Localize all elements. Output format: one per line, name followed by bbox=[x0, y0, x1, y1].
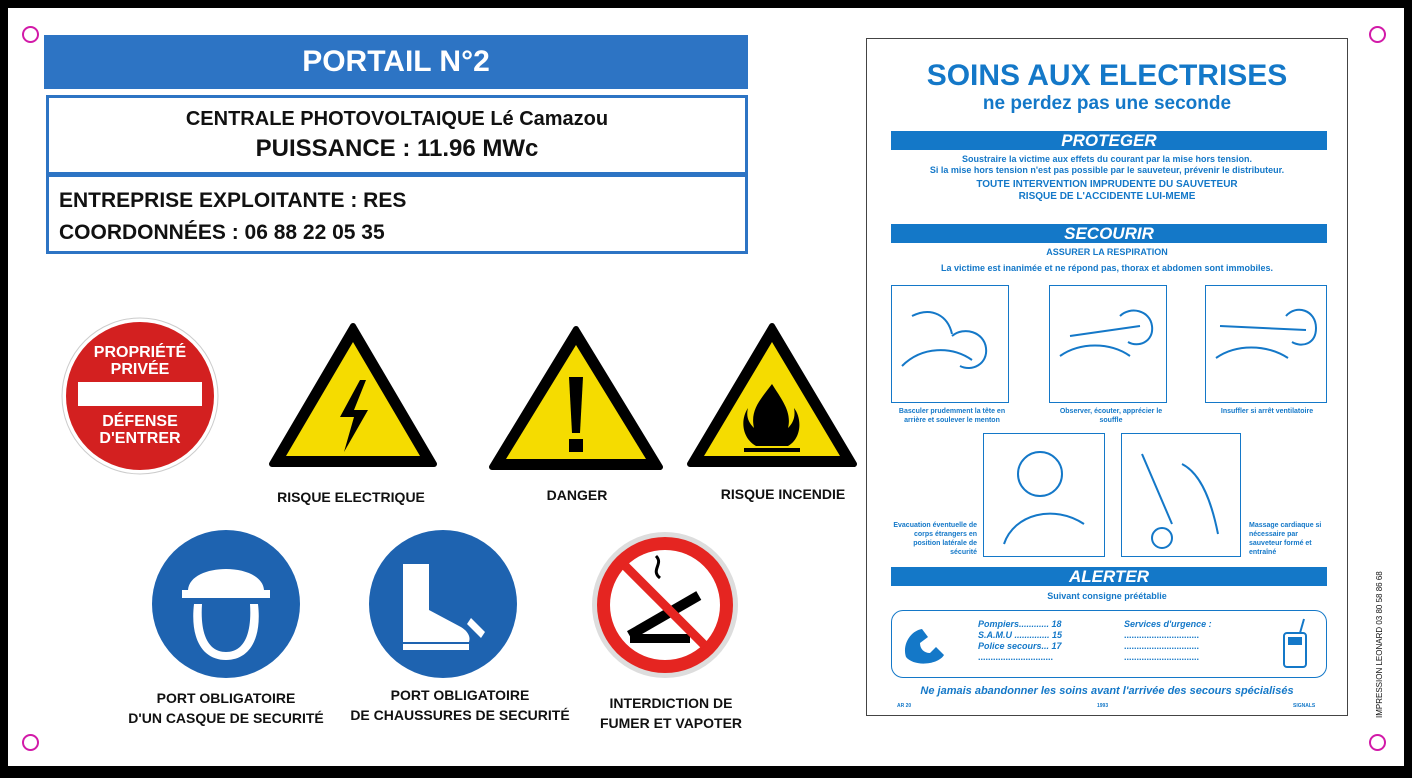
operator-box: ENTREPRISE EXPLOITANTE : RES COORDONNÉES : 06 88 22 05 35 bbox=[46, 174, 748, 254]
alert-bar: ALERTER bbox=[891, 567, 1327, 586]
poster-title: SOINS AUX ELECTRISES bbox=[926, 59, 1288, 92]
protect-text-2: Si la mise hors tension n'est pas possible par le sauveteur, prévenir le distributeur. bbox=[929, 165, 1285, 175]
grommet-top-right bbox=[1369, 26, 1386, 43]
poster-code-3: SIGNALS bbox=[1293, 703, 1316, 709]
helmet-mandatory-icon bbox=[150, 528, 302, 680]
site-name: CENTRALE PHOTOVOLTAIQUE Lé Camazou bbox=[185, 108, 609, 130]
private-top2: PRIVÉE bbox=[110, 361, 170, 378]
samu-number: S.A.M.U .............. 15 bbox=[978, 630, 1063, 640]
alert-text: Suivant consigne préétablie bbox=[1047, 591, 1167, 601]
shoes-label-line2: DE CHAUSSURES DE SECURITÉ bbox=[350, 707, 570, 723]
grommet-bottom-right bbox=[1369, 734, 1386, 751]
helmet-label-line2: D'UN CASQUE DE SECURITÉ bbox=[128, 710, 324, 726]
danger-label: DANGER bbox=[546, 487, 608, 503]
private-top: PROPRIÉTÉ bbox=[93, 344, 187, 361]
site-power: PUISSANCE : 11.96 MWc bbox=[255, 135, 539, 162]
protect-text-1: Soustraire la victime aux effets du courant par la mise hors tension. bbox=[961, 154, 1253, 164]
phone-icon bbox=[898, 623, 948, 667]
caption-recovery: Evacuation éventuelle de corps étrangers en position latérale de sécurité bbox=[893, 522, 977, 556]
company-label: ENTREPRISE EXPLOITANTE bbox=[59, 189, 345, 212]
poster-footer: Ne jamais abandonner les soins avant l'arrivée des secours spécialisés bbox=[920, 685, 1294, 697]
helmet-label-line1: PORT OBLIGATOIRE bbox=[156, 690, 296, 706]
smoking-label-line1: INTERDICTION DE bbox=[609, 695, 733, 711]
portal-title: PORTAIL N°2 bbox=[44, 35, 748, 89]
rescue-text-1: ASSURER LA RESPIRATION bbox=[1046, 247, 1168, 257]
radio-icon bbox=[1280, 617, 1310, 671]
rescue-text-2: La victime est inanimée et ne répond pas, thorax et abdomen sont immobiles. bbox=[940, 263, 1274, 273]
caption-insufflate: Insuffler si arrêt ventilatoire bbox=[1220, 408, 1314, 415]
protect-text-4: RISQUE DE L'ACCIDENTE LUI-MEME bbox=[1018, 191, 1196, 202]
electric-risk-label: RISQUE ELECTRIQUE bbox=[277, 489, 425, 505]
grommet-top-left bbox=[22, 26, 39, 43]
no-entry-sign bbox=[60, 316, 220, 476]
caption-head-tilt: Basculer prudemment la tête en arrière et soulever le menton bbox=[898, 408, 1006, 424]
no-smoking-icon bbox=[590, 530, 740, 680]
illustration-observe bbox=[1049, 285, 1167, 403]
illustration-cardiac-massage bbox=[1121, 433, 1241, 557]
illustration-insufflate bbox=[1205, 285, 1327, 403]
shoes-label-line1: PORT OBLIGATOIRE bbox=[390, 687, 530, 703]
illustration-recovery bbox=[983, 433, 1105, 557]
smoking-label-line2: FUMER ET VAPOTER bbox=[599, 715, 743, 731]
protect-text-3: TOUTE INTERVENTION IMPRUDENTE DU SAUVETEUR bbox=[976, 179, 1238, 190]
electric-warning-icon bbox=[268, 322, 438, 468]
illustration-head-tilt bbox=[891, 285, 1009, 403]
printer-credit: IMPRESSION LEONARD 03 80 58 86 68 bbox=[1375, 571, 1384, 718]
urgence-line-3: .............................. bbox=[1124, 652, 1200, 662]
fire-warning-icon bbox=[686, 322, 858, 468]
first-aid-poster bbox=[866, 38, 1348, 716]
protect-bar: PROTEGER bbox=[891, 131, 1327, 150]
urgence-line-1: .............................. bbox=[1124, 630, 1200, 640]
private-bottom: DÉFENSE bbox=[102, 413, 178, 430]
poster-code-2: 1993 bbox=[1097, 703, 1109, 709]
contact-value: 06 88 22 05 35 bbox=[244, 221, 385, 244]
grommet-bottom-left bbox=[22, 734, 39, 751]
urgence-line-2: .............................. bbox=[1124, 641, 1200, 651]
helmet-label bbox=[110, 688, 342, 728]
danger-warning-icon bbox=[488, 325, 664, 471]
blank-line: .............................. bbox=[978, 652, 1054, 662]
emergency-numbers-box bbox=[891, 610, 1327, 678]
caption-cardiac: Massage cardiaque si nécessaire par sauveteur formé et entraîné bbox=[1249, 522, 1322, 556]
private-bottom2: D'ENTRER bbox=[99, 430, 181, 447]
caption-observe: Observer, écouter, apprécier le souffle bbox=[1059, 408, 1163, 424]
fire-risk-label: RISQUE INCENDIE bbox=[720, 486, 846, 502]
contact-label: COORDONNÉES bbox=[59, 221, 226, 244]
smoking-label bbox=[586, 693, 756, 733]
poster-code-1: AR 20 bbox=[897, 703, 912, 709]
company-value: RES bbox=[363, 189, 407, 212]
boots-mandatory-icon bbox=[367, 528, 519, 680]
urgence-label: Services d'urgence : bbox=[1124, 619, 1212, 629]
rescue-bar: SECOURIR bbox=[891, 224, 1327, 243]
poster-subtitle: ne perdez pas une seconde bbox=[982, 93, 1232, 114]
site-info-box bbox=[46, 95, 748, 175]
shoes-label bbox=[346, 685, 574, 725]
police-number: Police secours... 17 bbox=[978, 641, 1062, 651]
pompiers-number: Pompiers............ 18 bbox=[978, 619, 1062, 629]
